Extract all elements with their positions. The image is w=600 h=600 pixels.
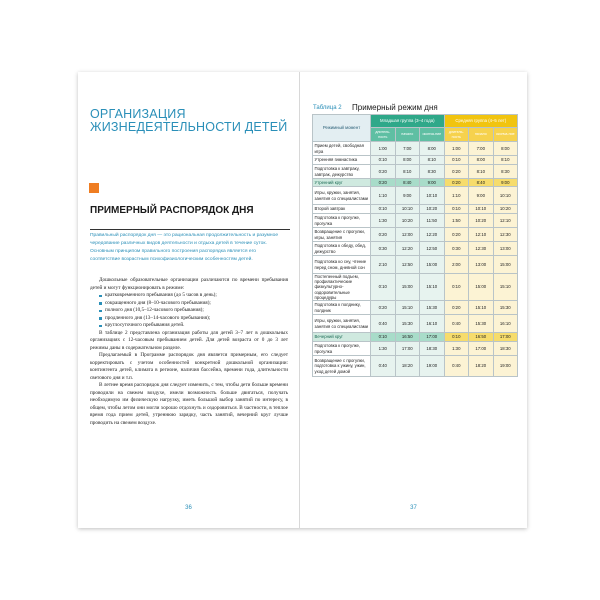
younger-start-time-cell: 12:00 [395, 228, 420, 242]
list-item: кратковременного пребывания (до 5 часов в день); [100, 292, 288, 300]
intro-paragraph: Правильный распорядок дня — это рациональная продолжительность и разумное чередование различных видов деятельности и отдыха детей в течение суток. Основным принципом правильного построения распорядка является его соответствие возрастным психофизиологическим особенностям детей. [90, 233, 279, 262]
list-item: продленного дня (13–14-часового пребывания); [100, 315, 288, 323]
page-number-right: 37 [410, 505, 417, 511]
header-start: начало [395, 128, 420, 142]
younger-duration-cell: 0:20 [371, 165, 396, 179]
table-row [313, 228, 518, 242]
activity-name: Подготовка к прогулке, прогулка [313, 342, 371, 356]
chapter-title: ОРГАНИЗАЦИЯ ЖИЗНЕДЕЯТЕЛЬНОСТИ ДЕТЕЙ [90, 107, 288, 134]
younger-duration-cell: 1:00 [371, 142, 396, 156]
middle-end-time-cell: 13:00 [493, 242, 518, 256]
younger-end-time-cell: 8:10 [420, 156, 445, 165]
table-row [313, 205, 518, 214]
middle-start-time-cell: 18:20 [469, 356, 494, 377]
middle-duration-cell: 1:30 [444, 342, 469, 356]
table-row [313, 165, 518, 179]
middle-end-time-cell: 10:20 [493, 205, 518, 214]
middle-start-time-cell: 7:00 [469, 142, 494, 156]
middle-start-time-cell: 15:30 [469, 315, 494, 333]
activity-name: Возвращение с прогулки, подготовка к ужину, ужин, уход детей домой [313, 356, 371, 377]
younger-start-time-cell: 8:00 [395, 156, 420, 165]
middle-end-time-cell: 12:10 [493, 214, 518, 228]
younger-end-time-cell: 15:00 [420, 256, 445, 274]
younger-duration-cell: 0:20 [371, 301, 396, 315]
list-item: полного дня (10,5–12-часового пребывания); [100, 307, 288, 315]
younger-duration-cell: 1:30 [371, 342, 396, 356]
younger-duration-cell: 0:40 [371, 356, 396, 377]
younger-start-time-cell: 12:50 [395, 256, 420, 274]
younger-duration-cell: 2:10 [371, 256, 396, 274]
table-row [313, 333, 518, 342]
younger-duration-cell: 0:10 [371, 333, 396, 342]
table-caption: Таблица 2 [313, 105, 342, 111]
middle-start-time-cell: 8:40 [469, 179, 494, 187]
header-group-younger: Младшая группа (3–4 года) [371, 115, 445, 128]
middle-start-time-cell: 10:10 [469, 205, 494, 214]
middle-end-time-cell: 12:30 [493, 228, 518, 242]
younger-start-time-cell: 15:10 [395, 301, 420, 315]
younger-start-time-cell: 8:40 [395, 179, 420, 187]
younger-start-time-cell: 9:00 [395, 187, 420, 205]
younger-duration-cell: 0:40 [371, 315, 396, 333]
left-page [78, 72, 299, 528]
younger-end-time-cell: 10:20 [420, 205, 445, 214]
younger-end-time-cell: 8:00 [420, 142, 445, 156]
table-row [313, 356, 518, 377]
header-group-middle: Средняя группа (4–5 лет) [444, 115, 518, 128]
table-row [313, 156, 518, 165]
list-item: сокращенного дня (8–10-часового пребывания); [100, 300, 288, 308]
younger-start-time-cell: 12:20 [395, 242, 420, 256]
middle-end-time-cell: 15:10 [493, 274, 518, 301]
younger-end-time-cell: 19:00 [420, 356, 445, 377]
table-row [313, 342, 518, 356]
paragraph: Дошкольные образовательные организации различаются по времени пребывания детей и могут функционировать в режиме: [90, 277, 288, 291]
table-row [313, 142, 518, 156]
middle-start-time-cell: 12:30 [469, 242, 494, 256]
middle-duration-cell: 0:40 [444, 315, 469, 333]
middle-end-time-cell: 10:10 [493, 187, 518, 205]
table-row [313, 315, 518, 333]
younger-duration-cell: 0:10 [371, 205, 396, 214]
list-item: круглосуточного пребывания детей. [100, 322, 288, 330]
activity-name: Игры, кружки, занятия, занятия со специалистами [313, 187, 371, 205]
middle-duration-cell: 0:10 [444, 333, 469, 342]
middle-duration-cell: 0:20 [444, 301, 469, 315]
header-duration: длитель-ность [371, 128, 396, 142]
younger-duration-cell: 0:10 [371, 156, 396, 165]
middle-end-time-cell: 8:30 [493, 165, 518, 179]
header-mode: Режимный момент [313, 115, 371, 142]
middle-duration-cell: 0:40 [444, 356, 469, 377]
younger-start-time-cell: 17:00 [395, 342, 420, 356]
younger-end-time-cell: 11:50 [420, 214, 445, 228]
activity-name: Возвращение с прогулки, игры, занятия [313, 228, 371, 242]
table-row [313, 301, 518, 315]
middle-duration-cell: 0:20 [444, 179, 469, 187]
table-row [313, 242, 518, 256]
table-row [313, 179, 518, 187]
section-title: ПРИМЕРНЫЙ РАСПОРЯДОК ДНЯ [90, 205, 254, 216]
younger-end-time-cell: 8:30 [420, 165, 445, 179]
middle-start-time-cell: 12:10 [469, 228, 494, 242]
younger-duration-cell: 1:30 [371, 214, 396, 228]
younger-start-time-cell: 15:00 [395, 274, 420, 301]
table-row [313, 274, 518, 301]
table-title: Примерный режим дня [352, 103, 438, 112]
activity-name: Прием детей, свободная игра [313, 142, 371, 156]
younger-end-time-cell: 12:50 [420, 242, 445, 256]
middle-duration-cell: 1:50 [444, 214, 469, 228]
activity-name: Утренняя гимнастика [313, 156, 371, 165]
page-number-left: 36 [185, 505, 192, 511]
section-rule [90, 229, 290, 230]
activity-name: Утренний круг [313, 179, 371, 187]
younger-end-time-cell: 12:20 [420, 228, 445, 242]
header-end: оконча-ние [493, 128, 518, 142]
younger-start-time-cell: 18:20 [395, 356, 420, 377]
paragraph: Предлагаемый в Программе распорядок дня является примерным, его следует корректировать с учетом особенностей конкретной дошкольной организации: контингента детей, климата в регионе, наличия бассейна, времени года, длительности светового дня и т.п. [90, 352, 288, 381]
header-start: начало [469, 128, 494, 142]
activity-name: Игры, кружки, занятия, занятия со специалистами [313, 315, 371, 333]
activity-name: Подготовка к полднику, полдник [313, 301, 371, 315]
middle-start-time-cell: 17:00 [469, 342, 494, 356]
middle-end-time-cell: 9:00 [493, 179, 518, 187]
middle-duration-cell: 0:10 [444, 274, 469, 301]
younger-end-time-cell: 17:00 [420, 333, 445, 342]
younger-start-time-cell: 10:10 [395, 205, 420, 214]
younger-start-time-cell: 15:30 [395, 315, 420, 333]
middle-start-time-cell: 13:00 [469, 256, 494, 274]
younger-duration-cell: 0:30 [371, 242, 396, 256]
body-text [90, 277, 288, 427]
middle-end-time-cell: 15:00 [493, 256, 518, 274]
middle-end-time-cell: 18:30 [493, 342, 518, 356]
mode-list [90, 292, 288, 330]
activity-name: Подготовка к прогулке, прогулка [313, 214, 371, 228]
younger-start-time-cell: 8:10 [395, 165, 420, 179]
middle-end-time-cell: 19:00 [493, 356, 518, 377]
middle-start-time-cell: 15:00 [469, 274, 494, 301]
middle-duration-cell: 0:30 [444, 242, 469, 256]
activity-name: Постепенный подъем, профилактические физкультурно-оздоровительные процедуры [313, 274, 371, 301]
middle-duration-cell: 0:10 [444, 156, 469, 165]
paragraph: В летнее время распорядок дня следует изменить, с тем, чтобы дети больше времени проводили на свежем воздухе, имели возможность больше двигаться, получать необходимую им физическую нагрузку, иметь большой выбор занятий по интересу, в общем, чтобы летом они могли хорошо отдохнуть и оздоровиться. В частности, в теплое время года прием детей, утреннюю зарядку, часть занятий, вечерний круг лучше проводить на свежем воздухе. [90, 382, 288, 426]
table-row [313, 214, 518, 228]
middle-end-time-cell: 16:10 [493, 315, 518, 333]
middle-duration-cell: 1:10 [444, 187, 469, 205]
middle-start-time-cell: 15:10 [469, 301, 494, 315]
middle-duration-cell: 1:00 [444, 142, 469, 156]
middle-end-time-cell: 15:30 [493, 301, 518, 315]
activity-name: Подготовка к завтраку, завтрак, дежурство [313, 165, 371, 179]
younger-end-time-cell: 18:30 [420, 342, 445, 356]
middle-start-time-cell: 8:10 [469, 165, 494, 179]
middle-end-time-cell: 17:00 [493, 333, 518, 342]
middle-start-time-cell: 10:20 [469, 214, 494, 228]
activity-name: Подготовка ко сну, чтение перед сном, дневной сон [313, 256, 371, 274]
middle-end-time-cell: 8:00 [493, 142, 518, 156]
middle-start-time-cell: 16:50 [469, 333, 494, 342]
middle-start-time-cell: 9:00 [469, 187, 494, 205]
section-marker-square [89, 183, 99, 193]
daily-schedule-table [312, 114, 518, 377]
younger-duration-cell: 0:20 [371, 228, 396, 242]
younger-start-time-cell: 10:20 [395, 214, 420, 228]
younger-duration-cell: 0:20 [371, 179, 396, 187]
younger-end-time-cell: 9:00 [420, 179, 445, 187]
middle-duration-cell: 0:10 [444, 205, 469, 214]
table-row [313, 187, 518, 205]
younger-end-time-cell: 10:10 [420, 187, 445, 205]
younger-start-time-cell: 16:50 [395, 333, 420, 342]
right-page [300, 72, 527, 528]
table-row [313, 256, 518, 274]
activity-name: Подготовка к обеду, обед, дежурство [313, 242, 371, 256]
younger-start-time-cell: 7:00 [395, 142, 420, 156]
younger-end-time-cell: 16:10 [420, 315, 445, 333]
middle-start-time-cell: 8:00 [469, 156, 494, 165]
header-duration: длитель-ность [444, 128, 469, 142]
paragraph: В таблице 2 представлена организация работы для детей 3–7 лет в дошкольных организациях с 12-часовым пребыванием детей. Для детей возраста от 0 до 3 лет режимы даны в содержательном разделе. [90, 329, 288, 351]
header-end: оконча-ние [420, 128, 445, 142]
middle-duration-cell: 0:20 [444, 228, 469, 242]
activity-name: Второй завтрак [313, 205, 371, 214]
younger-end-time-cell: 15:30 [420, 301, 445, 315]
younger-duration-cell: 1:10 [371, 187, 396, 205]
activity-name: Вечерний круг [313, 333, 371, 342]
younger-end-time-cell: 15:10 [420, 274, 445, 301]
middle-duration-cell: 0:20 [444, 165, 469, 179]
middle-end-time-cell: 8:10 [493, 156, 518, 165]
younger-duration-cell: 0:10 [371, 274, 396, 301]
middle-duration-cell: 2:00 [444, 256, 469, 274]
